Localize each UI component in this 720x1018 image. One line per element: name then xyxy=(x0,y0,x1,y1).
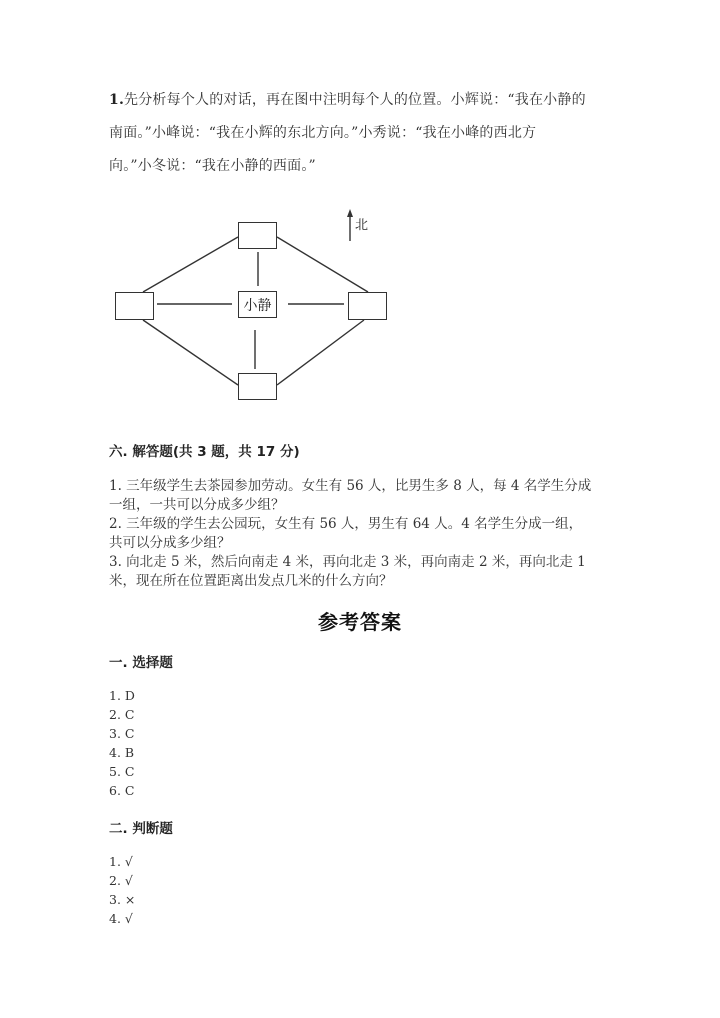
answer-item: 6. C xyxy=(109,783,135,798)
section-six-title: 六. 解答题(共 3 题，共 17 分) xyxy=(109,444,300,460)
question-line: 一组，一共可以分成多少组？ xyxy=(109,497,285,513)
question-line: 米，现在所在位置距离出发点几米的什么方向？ xyxy=(109,573,393,589)
answer-item: 1. D xyxy=(109,688,135,703)
diagram-box-left xyxy=(115,292,154,320)
diagram-box-right xyxy=(348,292,387,320)
position-diagram xyxy=(0,0,720,420)
choice-answers-list xyxy=(109,686,135,800)
map-question-line-1: 1.先分析每个人的对话，再在图中注明每个人的位置。小辉说：“我在小静的 xyxy=(109,92,586,108)
answer-item: 4. √ xyxy=(109,911,133,926)
answer-item: 2. C xyxy=(109,707,135,722)
judge-answers-list xyxy=(109,852,135,928)
choice-answers-title: 一. 选择题 xyxy=(109,655,173,671)
map-question-line-3: 向。”小冬说：“我在小静的西面。” xyxy=(109,158,316,174)
map-question-text xyxy=(109,84,614,183)
north-arrow-icon xyxy=(347,209,353,241)
answer-item: 4. B xyxy=(109,745,135,760)
north-label: 北 xyxy=(355,218,369,233)
answer-item: 3. C xyxy=(109,726,135,741)
question-line: 3. 向北走 5 米，然后向南走 4 米，再向北走 3 米，再向南走 2 米，再向北走 1 xyxy=(109,554,586,570)
answer-item: 5. C xyxy=(109,764,135,779)
answers-title: 参考答案 xyxy=(318,610,402,634)
question-number: 1. xyxy=(109,92,125,108)
answer-item: 1. √ xyxy=(109,854,133,869)
section-six-questions xyxy=(109,477,614,591)
diagram-box-top xyxy=(238,222,277,249)
question-line: 共可以分成多少组？ xyxy=(109,535,231,551)
diagram-box-bottom xyxy=(238,373,277,400)
center-label: 小静 xyxy=(243,297,272,314)
judge-answers-title: 二. 判断题 xyxy=(109,821,173,837)
map-question-line-2: 南面。”小峰说：“我在小辉的东北方向。”小秀说：“我在小峰的西北方 xyxy=(109,125,537,141)
question-line: 2. 三年级的学生去公园玩，女生有 56 人，男生有 64 人。4 名学生分成一组， xyxy=(109,516,583,532)
answer-item: 3. × xyxy=(109,892,136,907)
diagram-box-center xyxy=(238,291,277,318)
question-line: 1. 三年级学生去茶园参加劳动。女生有 56 人，比男生多 8 人，每 4 名学生分成 xyxy=(109,478,592,494)
diagram-lines xyxy=(0,0,720,420)
answer-item: 2. √ xyxy=(109,873,133,888)
